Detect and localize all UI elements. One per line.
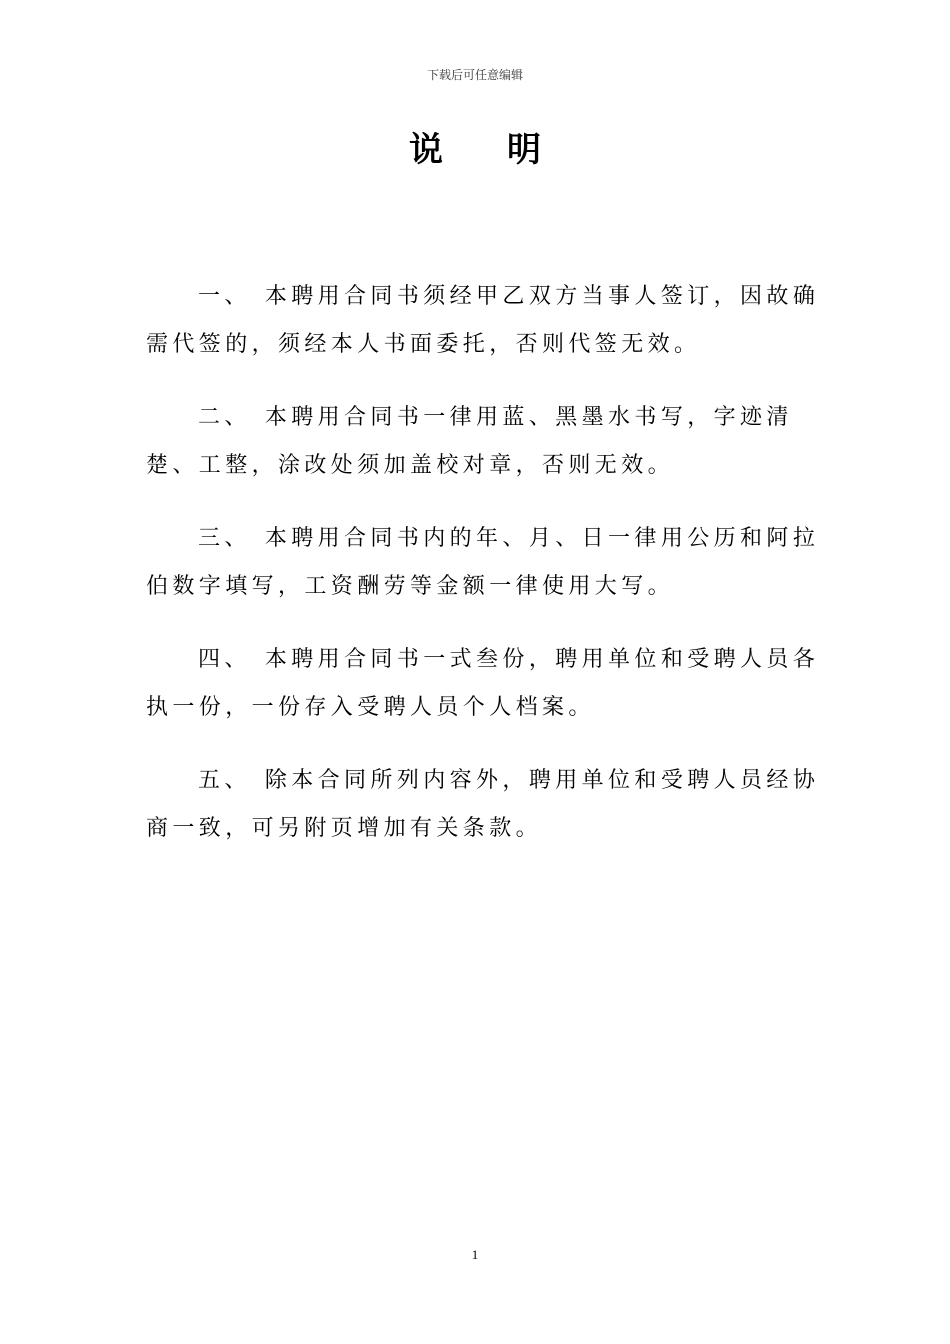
clause-number: 二、: [198, 405, 251, 430]
clause-text: 本聘用合同书须经甲乙双方当事人签订，因故确需代签的，须经本人书面委托，否则代签无效。: [146, 284, 820, 357]
clause-item: [146, 757, 836, 853]
page-title: [0, 128, 950, 172]
clause-text: 本聘用合同书一律用蓝、黑墨水书写，字迹清楚、工整，涂改处须加盖校对章，否则无效。: [146, 405, 793, 478]
clause-item: [146, 636, 836, 732]
clause-item: [146, 273, 836, 369]
title-char-1: 说: [409, 130, 443, 170]
clause-item: [146, 515, 836, 611]
clause-number: 三、: [198, 526, 251, 551]
header-note: 下载后可任意编辑: [426, 68, 523, 82]
clause-text: 本聘用合同书内的年、月、日一律用公历和阿拉伯数字填写，工资酬劳等金额一律使用大写。: [146, 526, 820, 599]
page-number: 1: [471, 1247, 479, 1262]
clause-text: 除本合同所列内容外，聘用单位和受聘人员经协商一致，可另附页增加有关条款。: [146, 768, 820, 841]
clause-item: [146, 394, 836, 490]
clause-number: 一、: [198, 284, 251, 309]
title-char-2: 明: [507, 130, 541, 170]
clause-number: 四、: [198, 647, 251, 672]
clause-number: 五、: [198, 768, 251, 793]
clause-list: [146, 273, 836, 878]
clause-text: 本聘用合同书一式叁份，聘用单位和受聘人员各执一份，一份存入受聘人员个人档案。: [146, 647, 820, 720]
